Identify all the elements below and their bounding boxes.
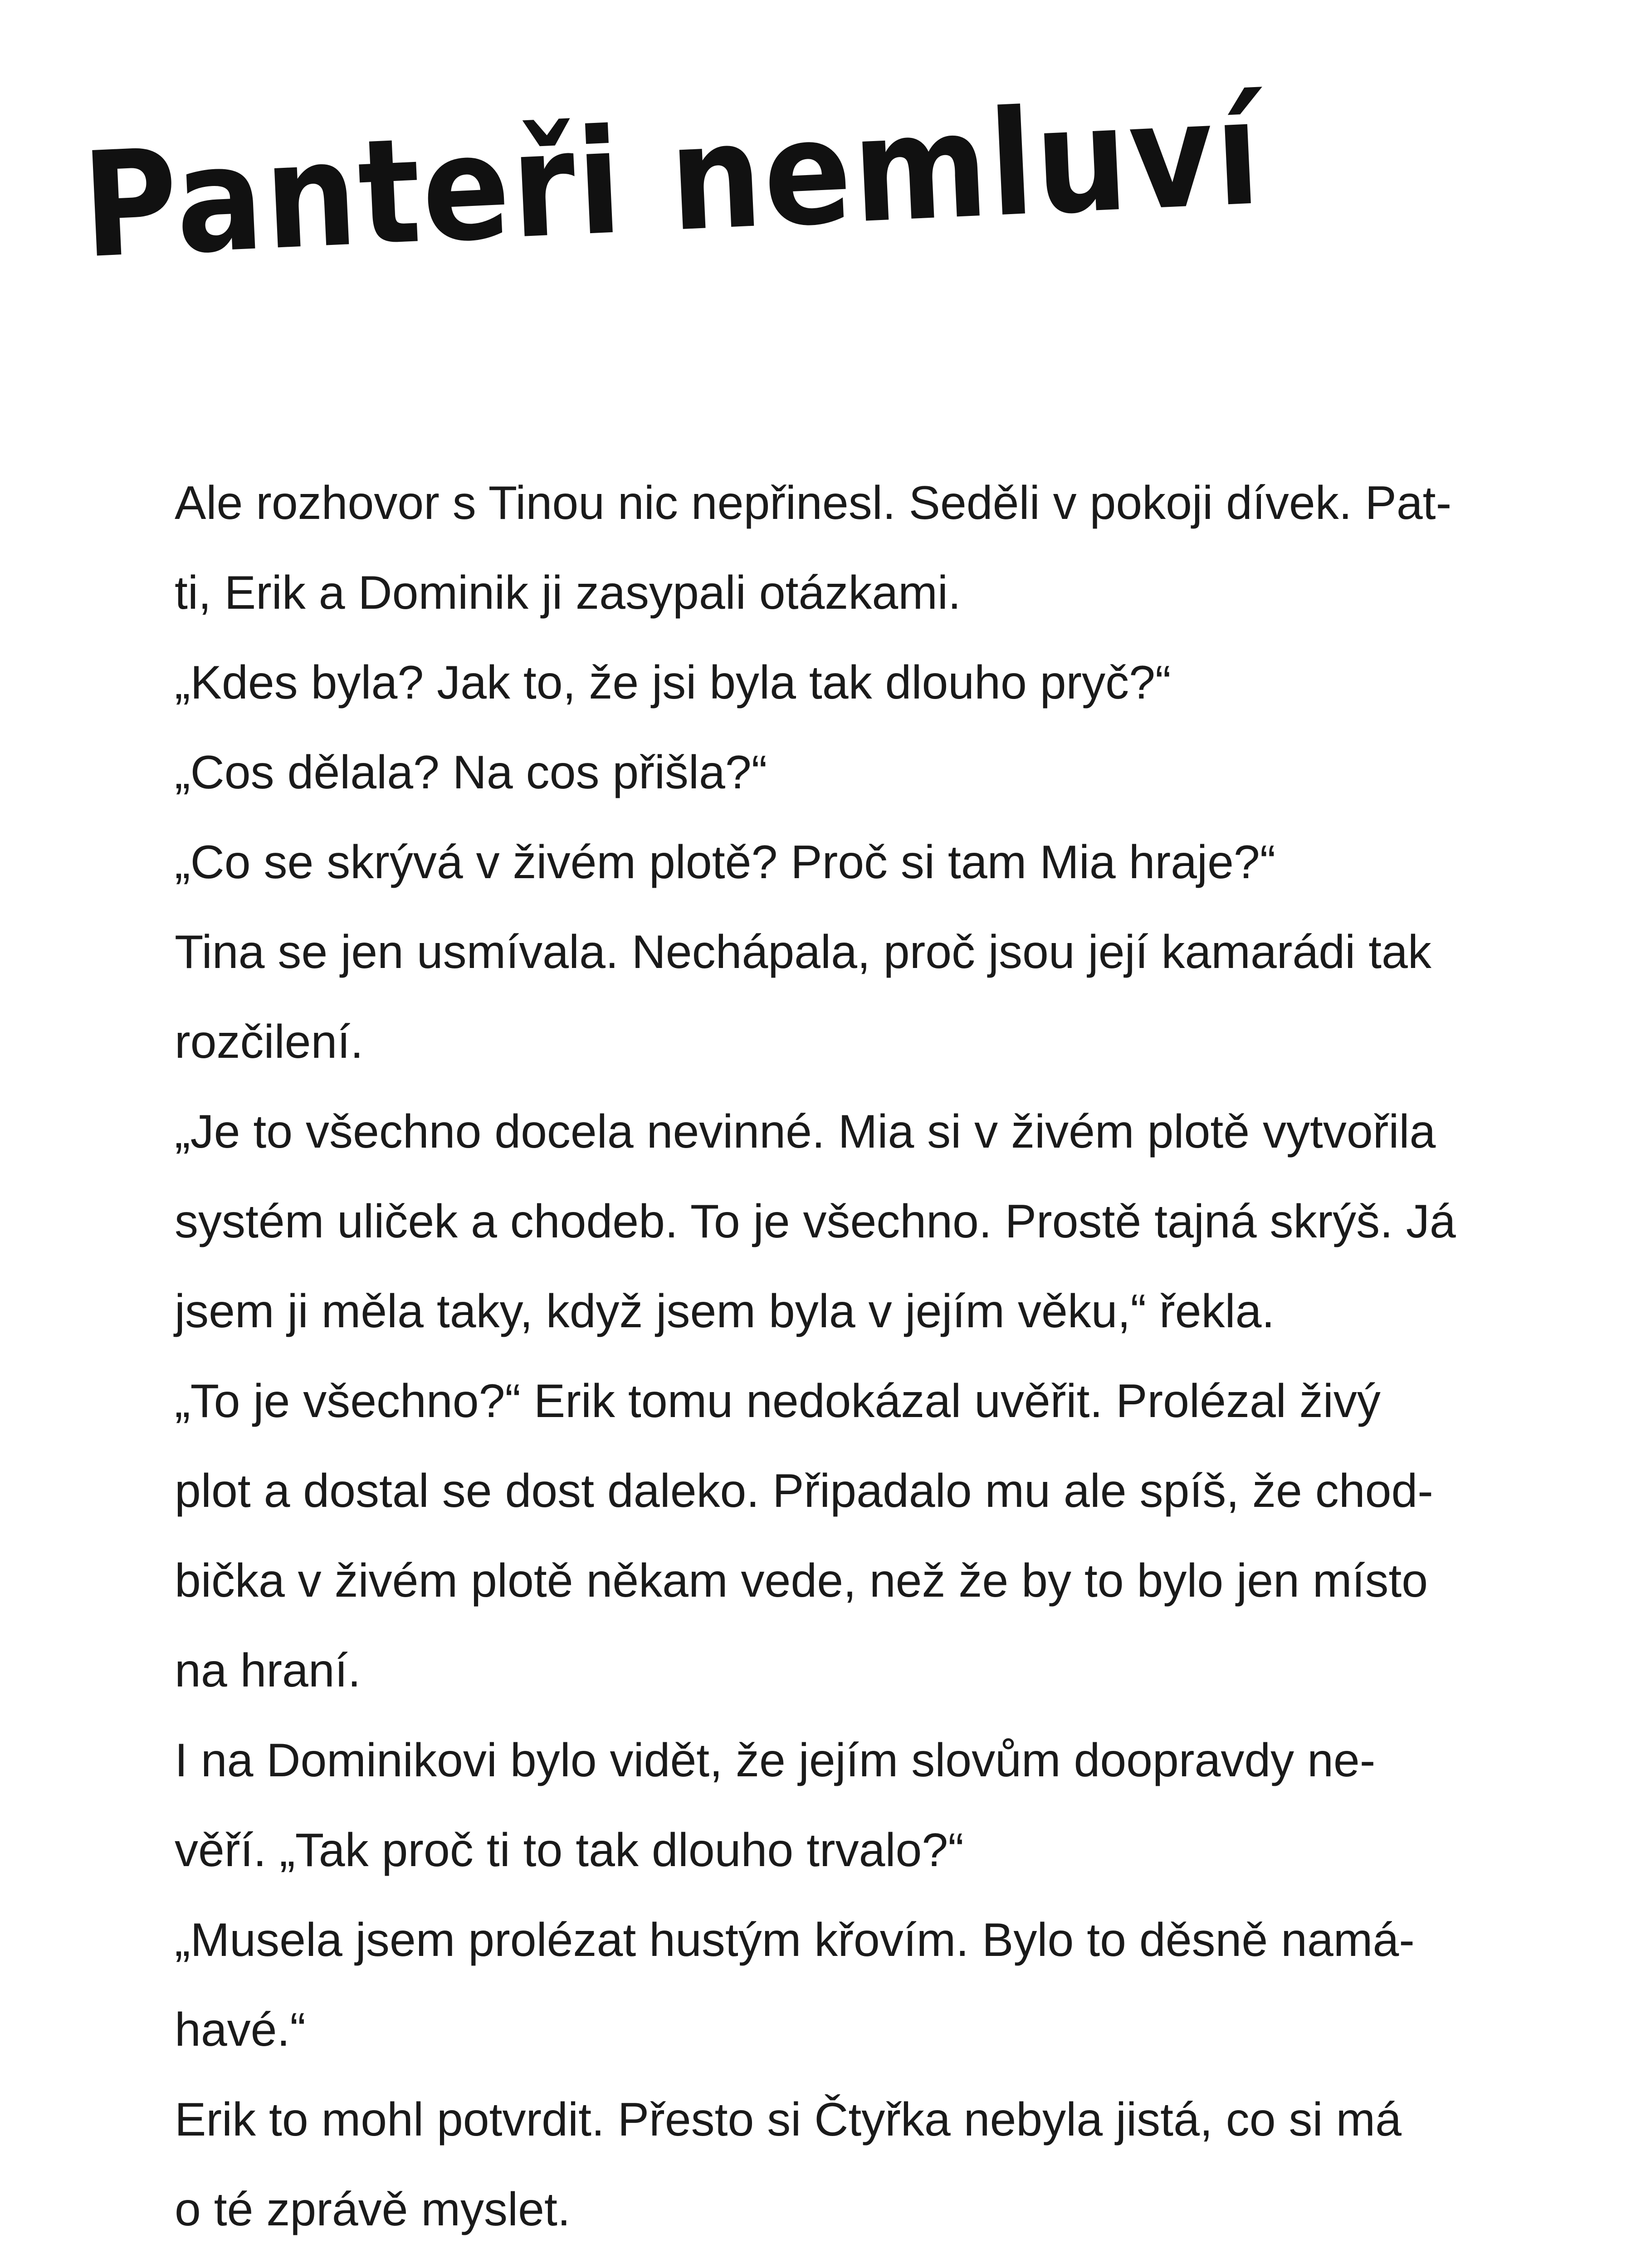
text-line: věří. „Tak proč ti to tak dlouho trvalo?“ xyxy=(175,1824,964,1877)
text-line: bička v živém plotě někam vede, než že by to bylo jen místo xyxy=(175,1554,1428,1607)
text-line: „Musela jsem prolézat hustým křovím. Bylo to děsně namá- xyxy=(175,1914,1415,1966)
body-text xyxy=(175,458,1535,2268)
text-line: Ale rozhovor s Tinou nic nepřinesl. Seděli v pokoji dívek. Pat- xyxy=(175,477,1452,529)
text-line: jsem ji měla taky, když jsem byla v jejím věku,“ řekla. xyxy=(175,1285,1275,1338)
text-line: „To je všechno?“ Erik tomu nedokázal uvěřit. Prolézal živý xyxy=(175,1375,1381,1427)
text-line: „Cos dělala? Na cos přišla?“ xyxy=(175,746,767,799)
text-line: plot a dostal se dost daleko. Připadalo mu ale spíš, že chod- xyxy=(175,1465,1433,1517)
text-line: Tina se jen usmívala. Nechápala, proč jsou její kamarádi tak xyxy=(175,926,1431,978)
text-line: havé.“ xyxy=(175,2004,306,2056)
text-line: „Co se skrývá v živém plotě? Proč si tam Mia hraje?“ xyxy=(175,836,1276,889)
text-line: rozčilení. xyxy=(175,1016,364,1068)
text-line: ti, Erik a Dominik ji zasypali otázkami. xyxy=(175,567,961,619)
text-line: Erik to mohl potvrdit. Přesto si Čtyřka nebyla jistá, co si má xyxy=(175,2093,1402,2146)
text-line: „Kdes byla? Jak to, že jsi byla tak dlouho pryč?“ xyxy=(175,656,1171,709)
chapter-title: Panteři nemluví xyxy=(79,68,1265,291)
text-line: systém uliček a chodeb. To je všechno. Prostě tajná skrýš. Já xyxy=(175,1195,1456,1248)
text-line xyxy=(175,2254,1535,2268)
text-line: o té zprávě myslet. xyxy=(175,2183,571,2236)
text-line: na hraní. xyxy=(175,1644,361,1697)
text-line: I na Dominikovi bylo vidět, že jejím slovům doopravdy ne- xyxy=(175,1734,1376,1787)
text-line: „Je to všechno docela nevinné. Mia si v živém plotě vytvořila xyxy=(175,1105,1436,1158)
